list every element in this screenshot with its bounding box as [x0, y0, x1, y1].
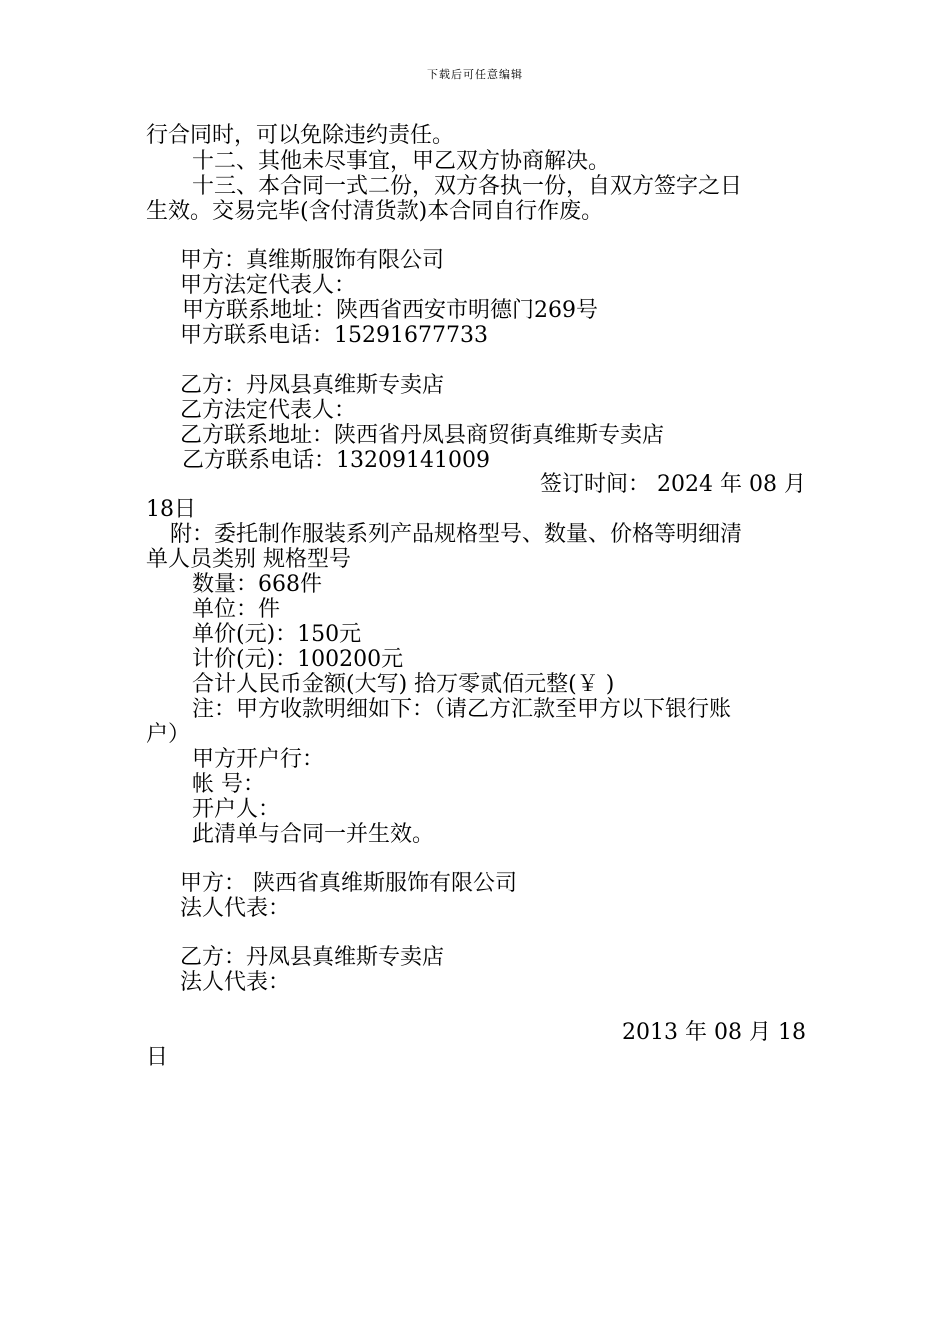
clause-line: 行合同时，可以免除违约责任。 — [146, 123, 455, 148]
sign-time: 签订时间： 2024 年 08 月 — [540, 472, 806, 497]
signature-date-day: 日 — [146, 1045, 169, 1070]
appendix-quantity: 数量：668件 — [192, 572, 322, 597]
appendix-effective: 此清单与合同一并生效。 — [192, 822, 435, 847]
appendix-note-cont: 户） — [146, 722, 191, 747]
party-b-phone: 乙方联系电话：13209141009 — [182, 448, 490, 473]
sign-time-day: 18日 — [146, 497, 196, 522]
party-a-phone: 甲方联系电话：15291677733 — [180, 323, 488, 348]
party-a-address: 甲方联系地址：陕西省西安市明德门269号 — [182, 298, 598, 323]
party-b-rep: 乙方法定代表人： — [180, 398, 357, 423]
signature-party-a-rep: 法人代表： — [180, 896, 291, 921]
party-b-name: 乙方：丹凤县真维斯专卖店 — [180, 373, 445, 398]
appendix-total-price: 计价(元)：100200元 — [192, 647, 404, 672]
appendix-unit-price: 单价(元)：150元 — [192, 622, 362, 647]
party-b-address: 乙方联系地址：陕西省丹凤县商贸街真维斯专卖店 — [180, 423, 665, 448]
appendix-note: 注：甲方收款明细如下：（请乙方汇款至甲方以下银行账 — [192, 697, 732, 722]
clause-13-cont: 生效。交易完毕(含付清货款)本合同自行作废。 — [146, 199, 604, 224]
appendix-title-cont: 单人员类别 规格型号 — [146, 547, 351, 572]
signature-party-a: 甲方： 陕西省真维斯服饰有限公司 — [180, 871, 517, 896]
clause-13: 十三、本合同一式二份，双方各执一份，自双方签字之日 — [192, 174, 743, 199]
signature-date: 2013 年 08 月 18 — [622, 1020, 806, 1045]
signature-party-b-rep: 法人代表： — [180, 970, 291, 995]
party-a-rep: 甲方法定代表人： — [180, 273, 357, 298]
appendix-amount-words: 合计人民币金额(大写) 拾万零贰佰元整(￥ ) — [192, 672, 615, 697]
appendix-unit: 单位：件 — [192, 597, 281, 622]
appendix-bank: 甲方开户行： — [192, 747, 325, 772]
page-header: 下载后可任意编辑 — [427, 68, 523, 81]
party-a-name: 甲方：真维斯服饰有限公司 — [180, 248, 445, 273]
clause-12: 十二、其他未尽事宜，甲乙双方协商解决。 — [192, 149, 611, 174]
appendix-account: 帐 号： — [192, 772, 265, 797]
appendix-title: 附：委托制作服装系列产品规格型号、数量、价格等明细清 — [170, 522, 743, 547]
signature-party-b: 乙方：丹凤县真维斯专卖店 — [180, 945, 445, 970]
appendix-holder: 开户人： — [192, 797, 281, 822]
